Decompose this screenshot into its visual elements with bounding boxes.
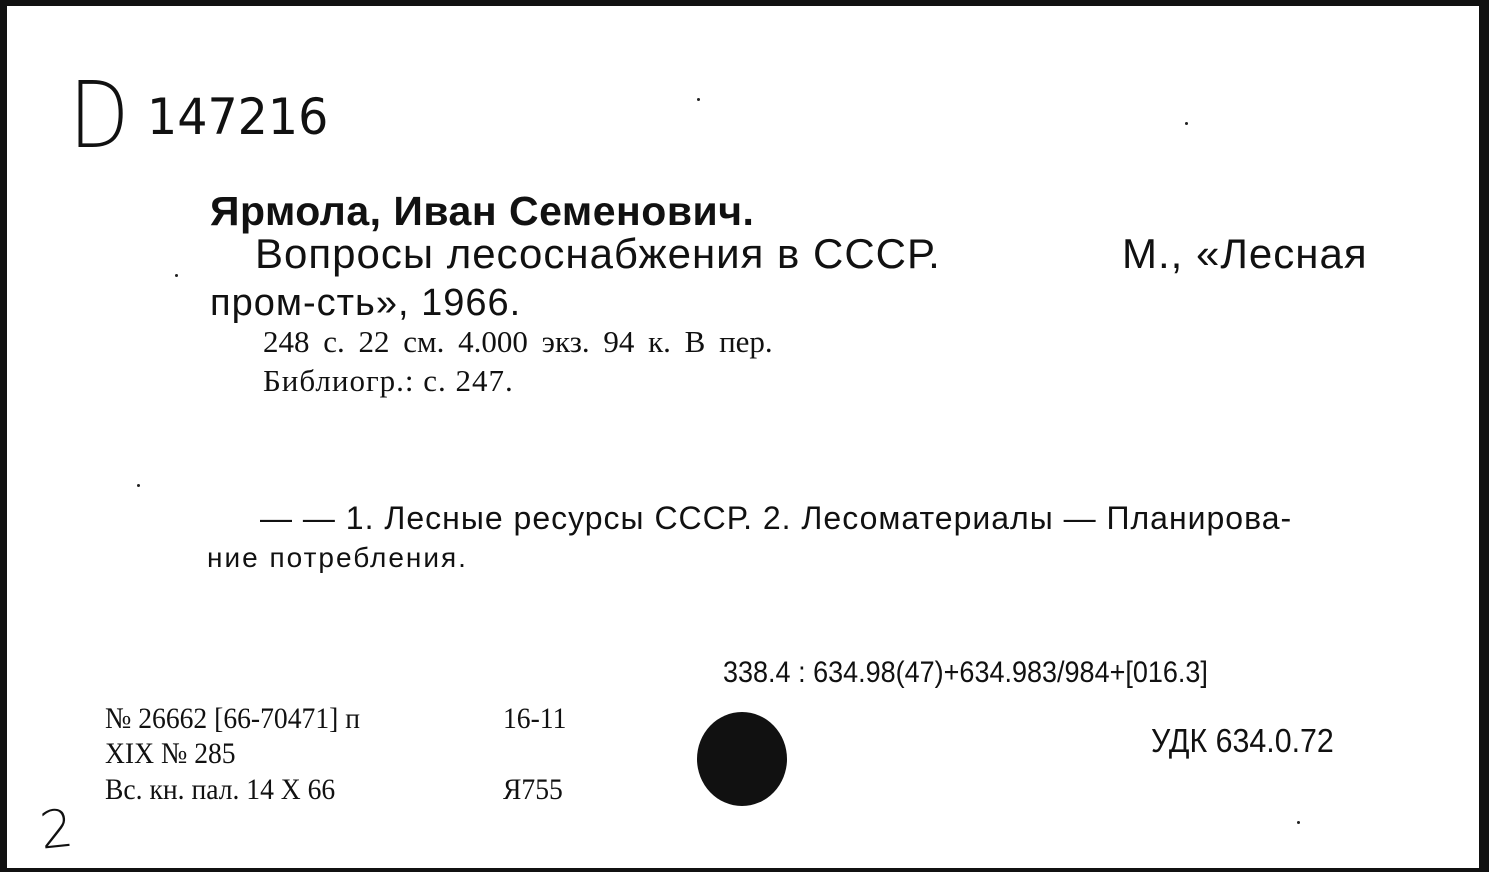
scan-speck xyxy=(1297,821,1300,824)
scan-speck xyxy=(137,484,140,487)
bibliography-note: Библиогр.: с. 247. xyxy=(263,363,514,398)
subject-headings-line-2: ние потребления. xyxy=(207,542,468,573)
record-code: 16-11 xyxy=(503,702,567,735)
publisher-place: М., «Лесная xyxy=(1122,230,1368,277)
call-number: 147216 xyxy=(147,88,329,146)
punch-hole xyxy=(697,712,787,806)
record-series: XIX № 285 xyxy=(105,737,236,770)
book-chamber-date: Вс. кн. пал. 14 X 66 xyxy=(105,773,336,806)
collation: 248 с. 22 см. 4.000 экз. 94 к. В пер. xyxy=(263,324,773,359)
author-heading: Ярмола, Иван Семенович. xyxy=(210,188,755,234)
scan-speck xyxy=(1185,122,1188,125)
book-title: Вопросы лесоснабжения в СССР. xyxy=(255,230,941,277)
record-number: № 26662 [66-70471] п xyxy=(105,702,360,735)
call-number-letter: D xyxy=(69,62,128,169)
record-order-code: Я755 xyxy=(503,773,563,806)
scan-speck xyxy=(697,98,700,101)
udc-code: УДК 634.0.72 xyxy=(1151,722,1334,759)
classification-index: 338.4 : 634.98(47)+634.983/984+[016.3] xyxy=(723,656,1208,689)
imprint: пром-сть», 1966. xyxy=(210,282,522,324)
handwritten-mark: 2 xyxy=(37,798,77,862)
scan-speck xyxy=(175,274,178,277)
subject-headings-line-1: — — 1. Лесные ресурсы СССР. 2. Лесоматериалы — Планирова- xyxy=(260,500,1293,536)
